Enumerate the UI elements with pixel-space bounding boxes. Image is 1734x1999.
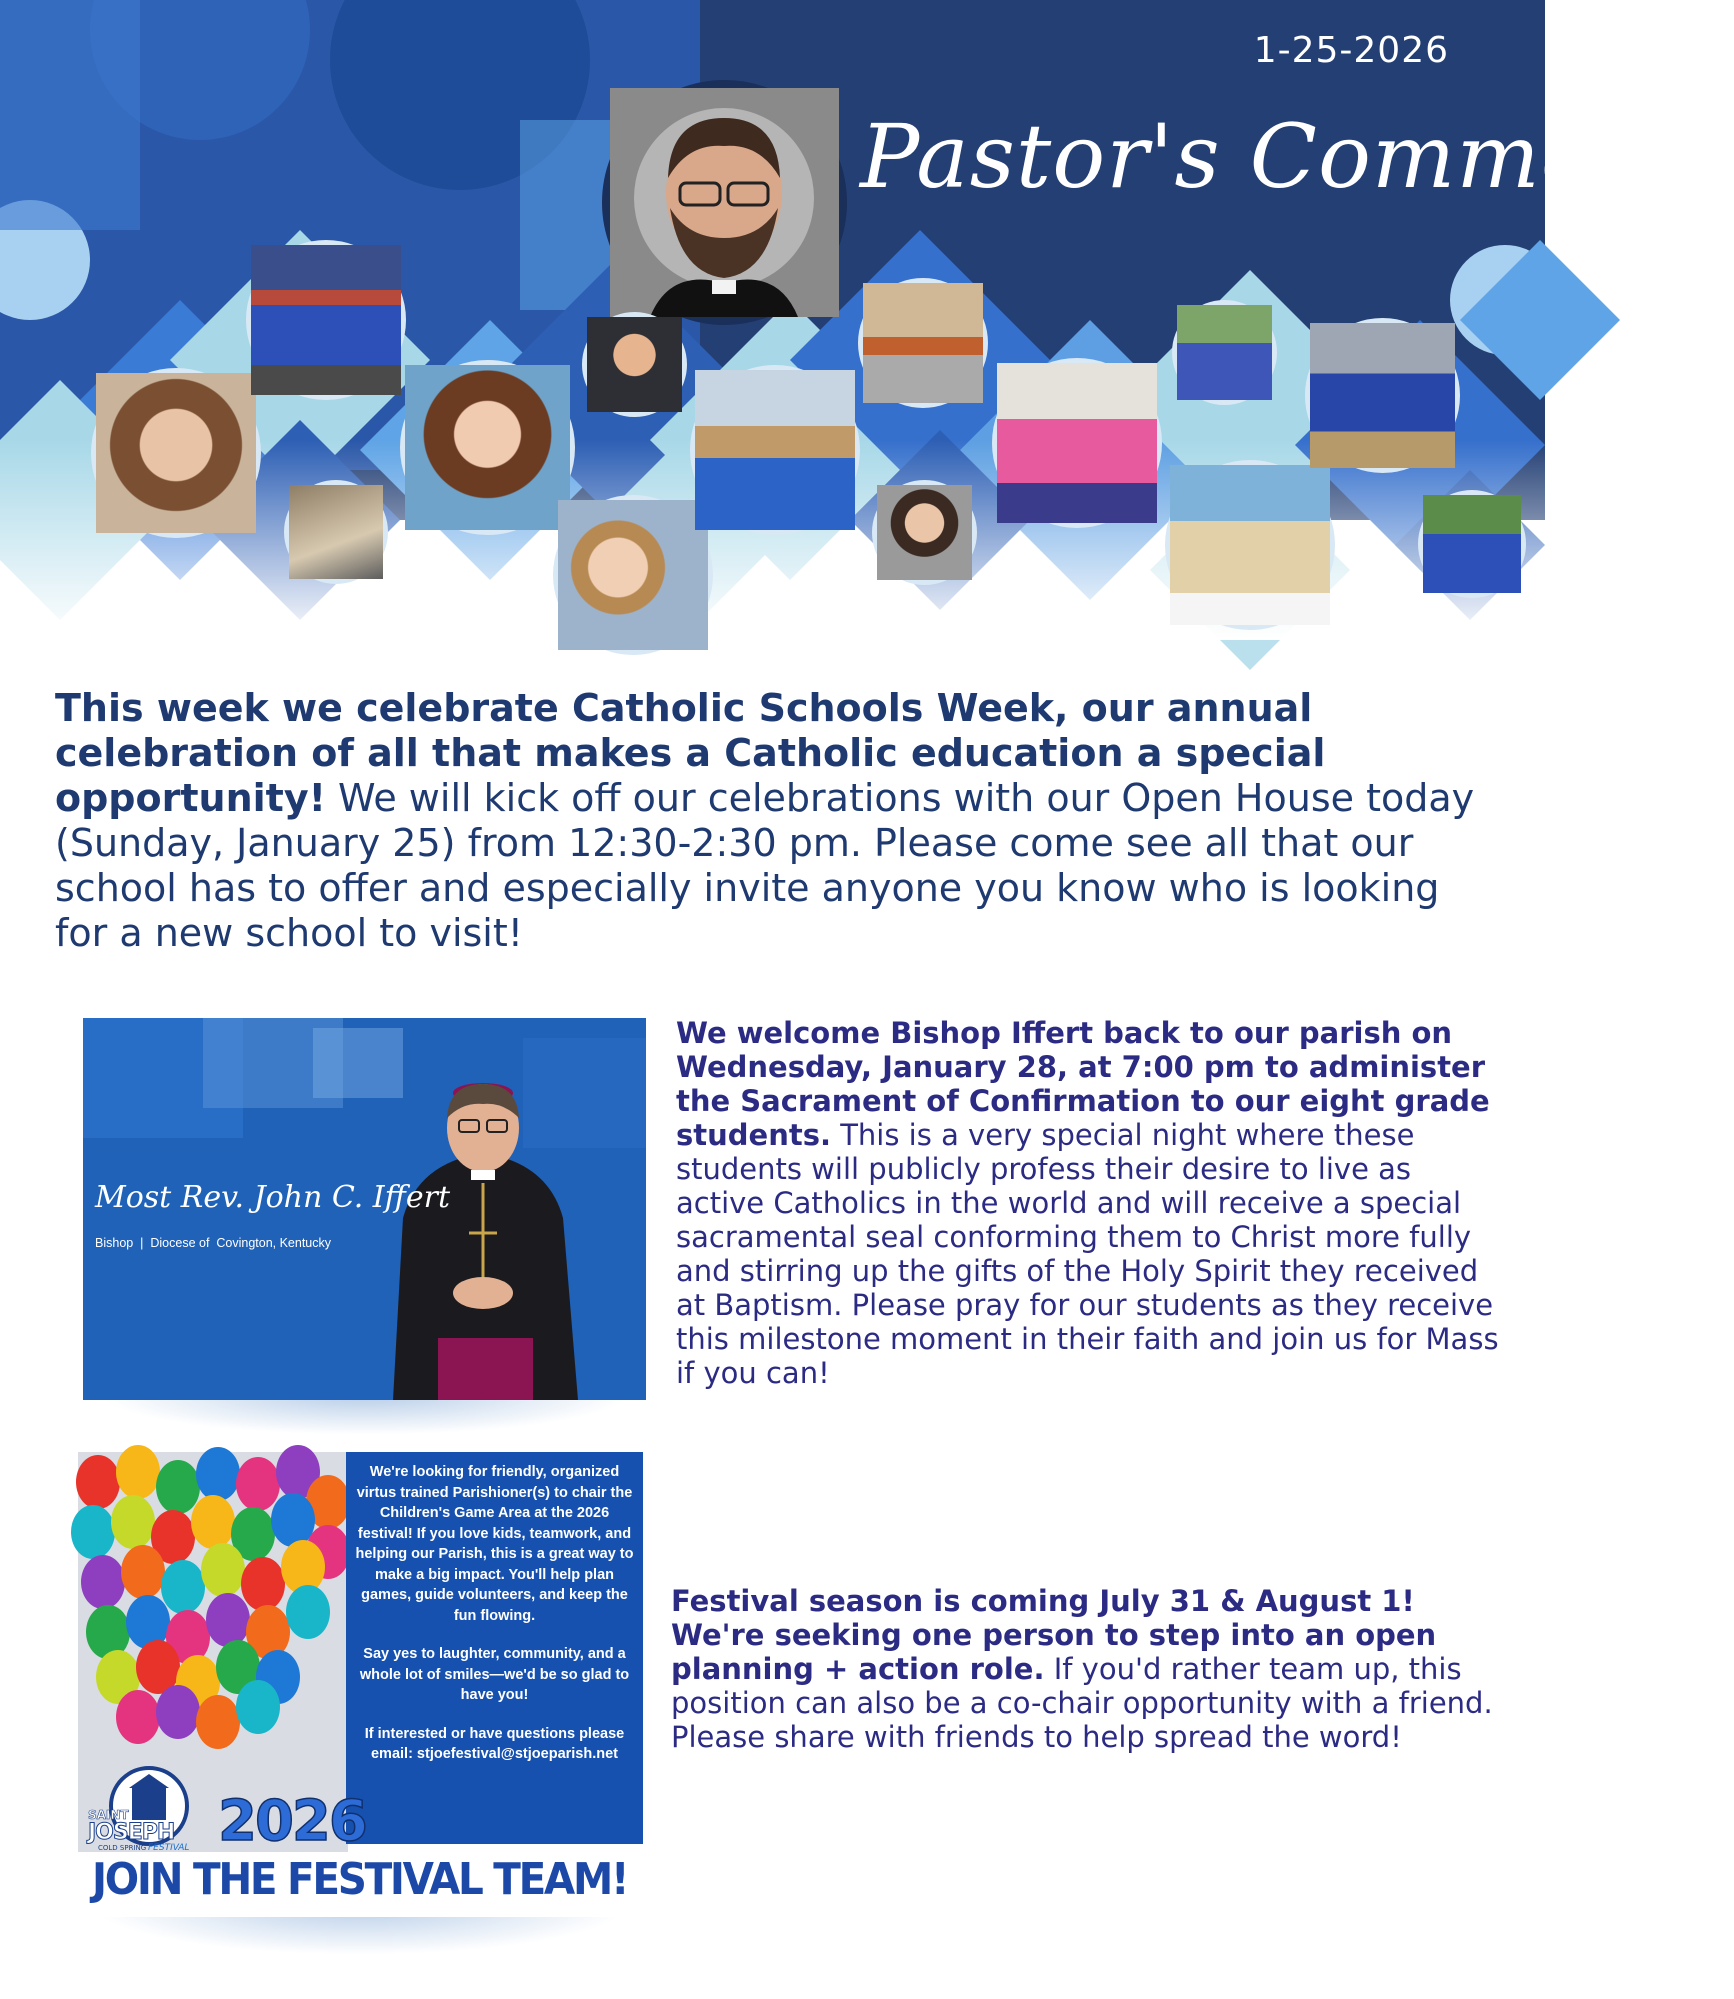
student-photo — [582, 312, 687, 417]
balloon — [81, 1555, 125, 1609]
pastor-photo-illustration — [610, 88, 839, 317]
image-shadow — [100, 1395, 630, 1435]
student-photo — [858, 278, 988, 408]
logo-cold-spring: COLD SPRING — [98, 1844, 147, 1852]
student-photo — [284, 480, 388, 584]
flyer-paragraph: Say yes to laughter, community, and a whole lot of smiles—we'd be so glad to have you! — [359, 1646, 630, 1703]
balloon — [286, 1585, 330, 1639]
balloon — [196, 1447, 240, 1501]
intro-bold-text: This week we celebrate Catholic Schools Week, our annual celebration of all that makes a Catholic education a special opportunity! — [55, 686, 1326, 820]
balloon — [116, 1445, 160, 1499]
intro-body-text: We will kick off our celebrations with our Open House today (Sunday, January 25) from 12:30-2:30 pm. Please come see all that our school has to offer and especially invite anyone you know who is looking for a new school to visit! — [55, 776, 1475, 955]
student-photo — [992, 358, 1162, 528]
pastor-portrait — [602, 80, 847, 325]
balloon — [156, 1685, 200, 1739]
student-photo — [872, 480, 977, 585]
student-photo — [246, 240, 406, 400]
festival-body-text: If you'd rather team up, this position can also be a co-chair opportunity with a friend. Please share with friends to help spread the word! — [671, 1652, 1493, 1754]
balloon — [121, 1545, 165, 1599]
balloon — [241, 1557, 285, 1611]
balloon — [191, 1495, 235, 1549]
balloon — [236, 1680, 280, 1734]
festival-headline: JOIN THE FESTIVAL TEAM! — [92, 1854, 628, 1905]
student-photo — [91, 368, 261, 538]
page-title: Pastor's Comments — [860, 105, 1734, 208]
balloon — [201, 1543, 245, 1597]
festival-logo — [84, 1764, 214, 1859]
balloon — [116, 1690, 160, 1744]
bishop-body-text: This is a very special night where these students will publicly profess their desire to live as active Catholics in the world and will receive a special sacramental seal conforming them to Christ more fully and stirring up the gifts of the Holy Spirit they received at Baptism. Please pray for our students as they receive this milestone moment in their faith and join us for Mass if you can! — [676, 1118, 1499, 1390]
intro-paragraph — [55, 686, 1495, 956]
balloon — [196, 1695, 240, 1749]
bishop-bold-text: We welcome Bishop Iffert back to our parish on Wednesday, January 28, at 7:00 pm to administer the Sacrament of Confirmation to our eight grade students. — [676, 1016, 1490, 1152]
balloon — [161, 1560, 205, 1614]
festival-year: 2026 — [218, 1789, 366, 1854]
bishop-subtitle: Bishop | Diocese of Covington, Kentucky — [95, 1236, 332, 1250]
logo-saint: SAINT — [88, 1808, 129, 1822]
balloon — [236, 1457, 280, 1511]
student-photo — [690, 365, 860, 535]
festival-flyer — [78, 1452, 643, 1917]
bishop-image — [83, 1018, 646, 1400]
student-photo — [1172, 300, 1277, 405]
balloon — [206, 1593, 250, 1647]
student-photo — [1418, 490, 1526, 598]
balloon — [76, 1455, 120, 1509]
flyer-email-paragraph: If interested or have questions please email: stjoefestival@stjoeparish.net — [364, 1725, 625, 1762]
balloon — [71, 1505, 115, 1559]
student-photo — [1165, 460, 1335, 630]
header-banner — [0, 0, 1734, 640]
balloon — [271, 1493, 315, 1547]
flyer-paragraph: We're looking for friendly, organized virtus trained Parishioner(s) to chair the Children's Game Area at the 2026 festival! If you love kids, teamwork, and helping our Parish, this is a great way to make a big impact. You'll help plan games, guide volunteers, and keep the fun flowing. — [355, 1464, 634, 1624]
student-photo — [1305, 318, 1460, 473]
bulletin-date: 1-25-2026 — [1253, 30, 1449, 71]
student-photo — [400, 360, 575, 535]
balloon — [156, 1460, 200, 1514]
bishop-signature: Most Rev. John C. Iffert — [95, 1180, 451, 1215]
logo-joseph: JOSEPH — [88, 1820, 175, 1845]
festival-flyer-info — [346, 1452, 643, 1844]
festival-bold-text: Festival season is coming July 31 & August 1! We're seeking one person to step into an open planning + action role. — [671, 1584, 1437, 1686]
festival-announcement — [671, 1584, 1501, 1754]
bishop-announcement — [676, 1016, 1506, 1390]
balloon — [111, 1495, 155, 1549]
student-photo — [553, 495, 713, 655]
logo-festival: FESTIVAL — [148, 1843, 190, 1853]
